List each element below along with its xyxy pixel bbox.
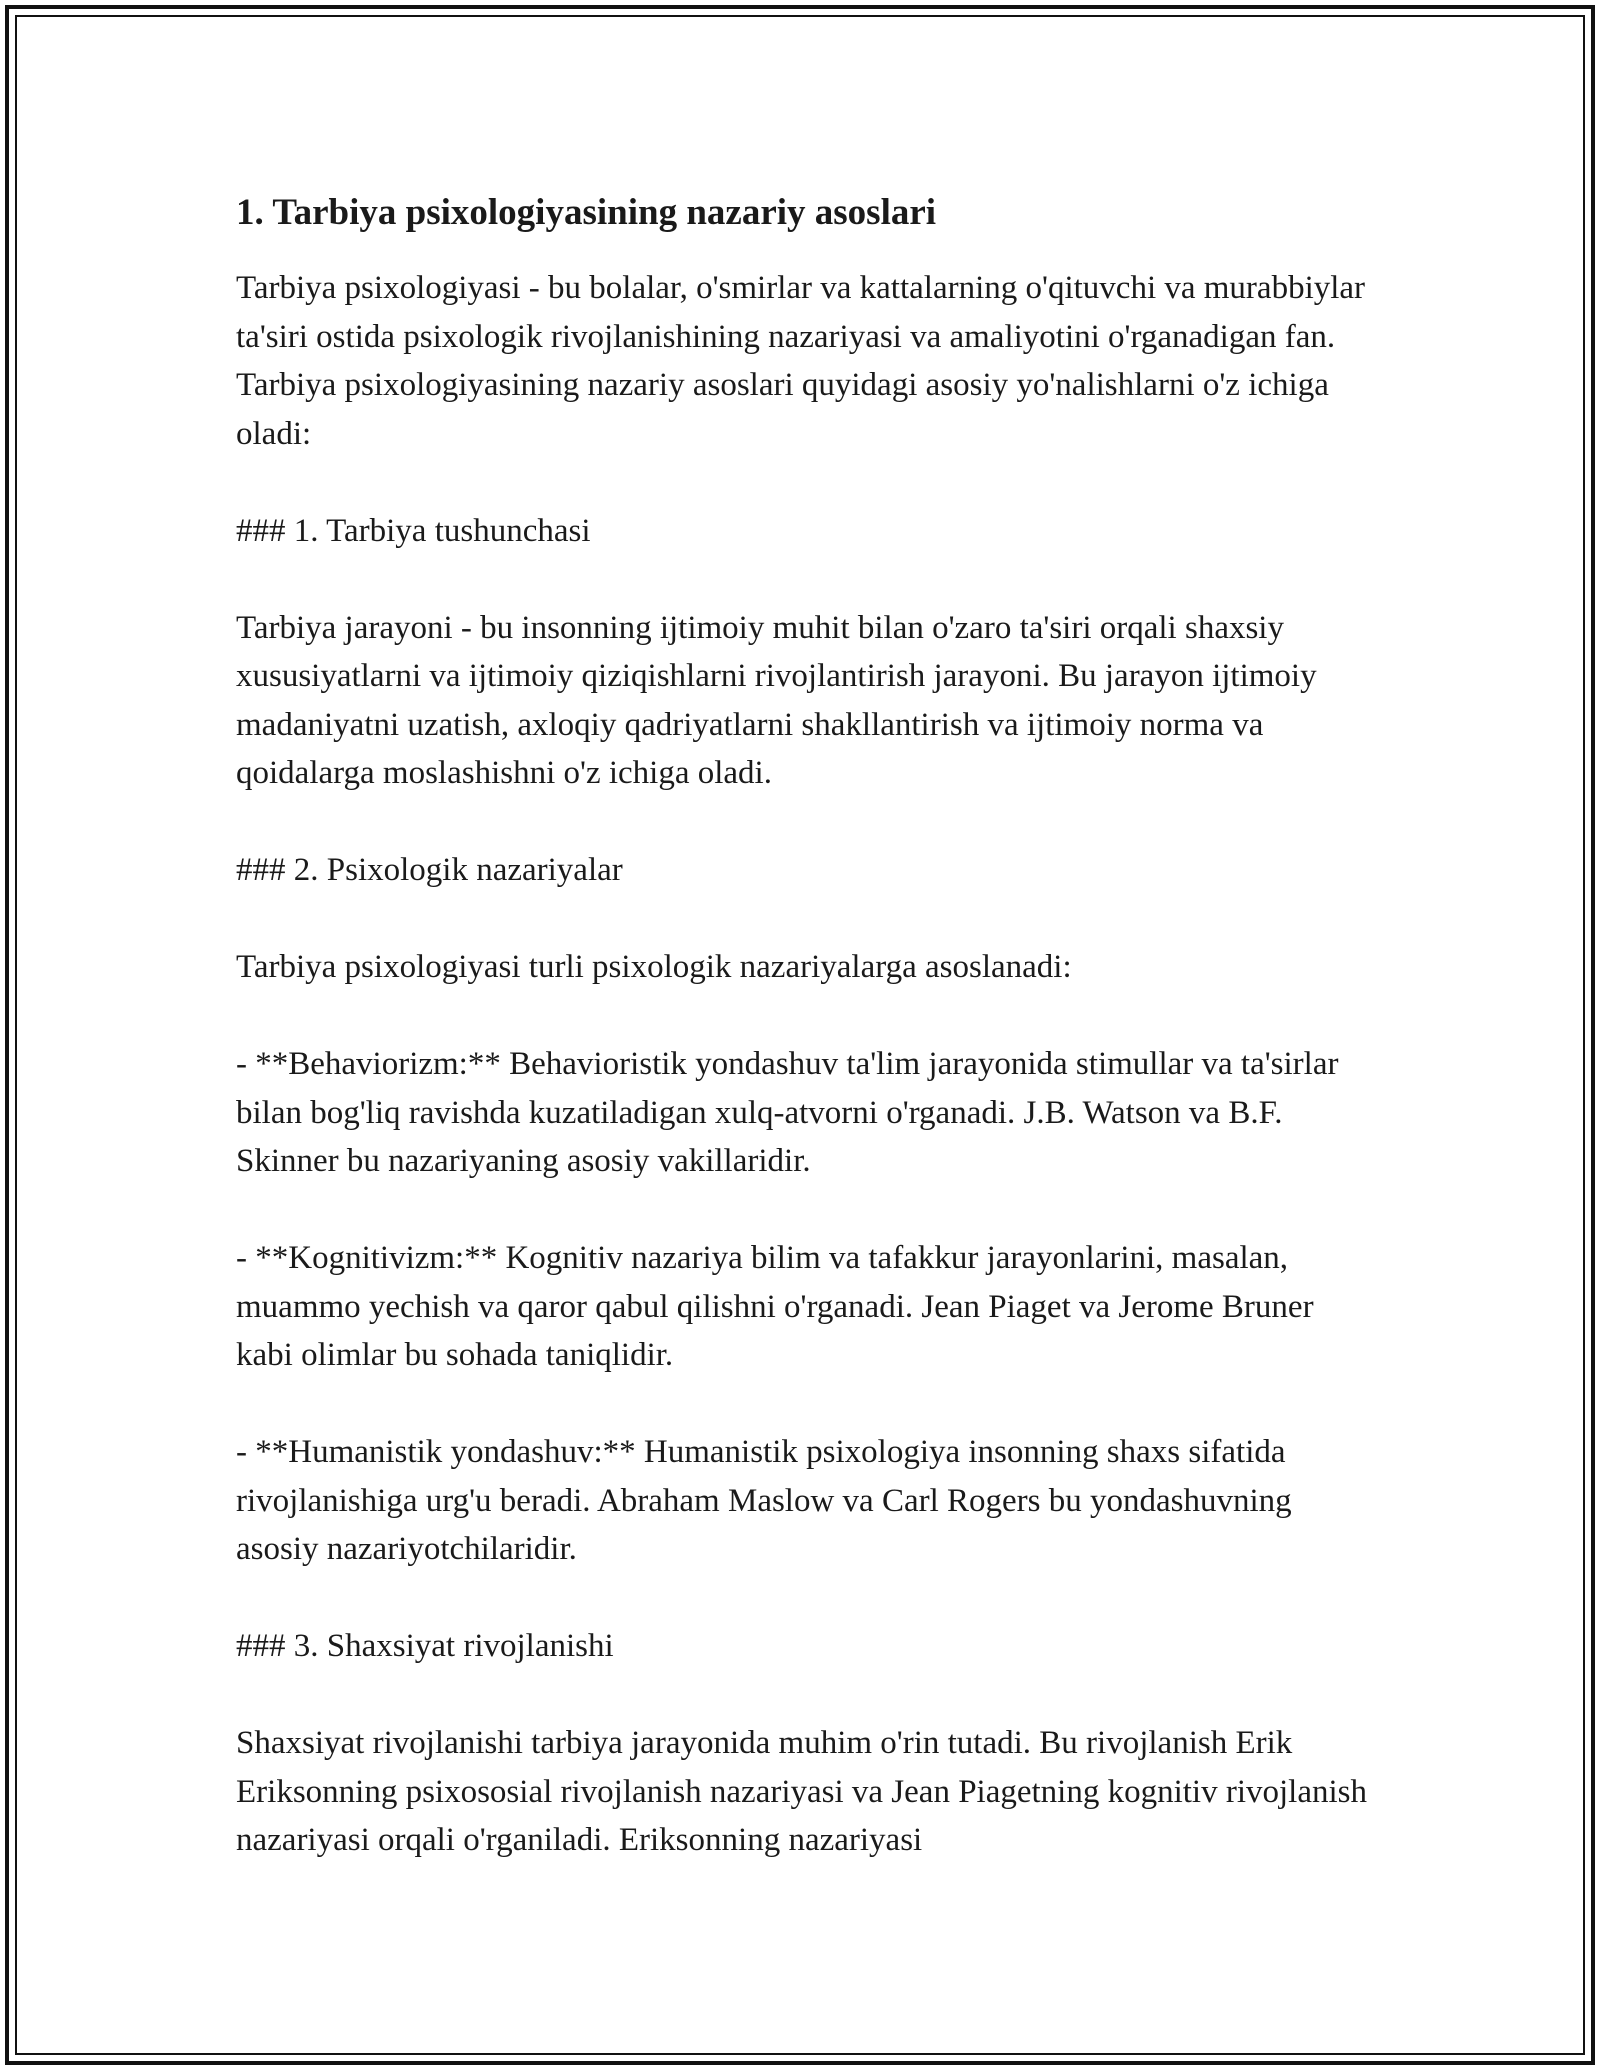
spacer [236,555,1376,604]
subheading-tarbiya-tushunchasi: ### 1. Tarbiya tushunchasi [236,512,591,549]
spacer [236,798,1376,847]
spacer [236,1380,1376,1429]
spacer [236,992,1376,1041]
spacer [236,895,1376,944]
list-item-kognitivizm: - **Kognitivizm:** Kognitiv nazariya bilim va tafakkur jarayonlarini, masalan, muammo yechish va qaror qabul qilishni o'rganadi. Jean Piaget va Jerome Bruner kabi olimlar bu sohada taniqlidir. [236,1240,1314,1373]
shaxsiyat-paragraph: Shaxsiyat rivojlanishi tarbiya jarayonida muhim o'rin tutadi. Bu rivojlanish Erik Eriksonning psixososial rivojlanish nazariyasi va Jean Piagetning kognitiv rivojlanish nazariyasi orqali o'rganiladi. Eriksonning nazariyasi [236,1725,1368,1858]
list-item-behaviorizm: - **Behaviorizm:** Behavioristik yondashuv ta'lim jarayonida stimullar va ta'sirlar bilan bog'liq ravishda kuzatiladigan xulq-atvorni o'rganadi. J.B. Watson va B.F. Skinner bu nazariyaning asosiy vakillaridir. [236,1046,1339,1179]
list-item-humanistik: - **Humanistik yondashuv:** Humanistik psixologiya insonning shaxs sifatida rivojlanishiga urg'u beradi. Abraham Maslow va Carl Rogers bu yondashuvning asosiy nazariyotchilaridir. [236,1434,1292,1567]
subheading-shaxsiyat-rivojlanishi: ### 3. Shaxsiyat rivojlanishi [236,1628,614,1664]
spacer [236,1186,1376,1235]
spacer [236,1671,1376,1720]
intro-paragraph: Tarbiya psixologiyasi - bu bolalar, o'smirlar va kattalarning o'qituvchi va murabbiylar ta'siri ostida psixologik rivojlanishining nazariyasi va amaliyotini o'rganadigan fan. Tarbiya psixologiyasining nazariy asoslari quyidagi asosiy yo'nalishlarni o'z ichiga oladi: [236,270,1366,452]
subheading-psixologik-nazariyalar: ### 2. Psixologik nazariyalar [236,852,623,888]
spacer [236,238,1376,264]
spacer [236,458,1376,507]
tarbiya-jarayoni-paragraph: Tarbiya jarayoni - bu insonning ijtimoiy muhit bilan o'zaro ta'siri orqali shaxsiy xususiyatlarni va ijtimoiy qiziqishlarni rivojlantirish jarayoni. Bu jarayon ijtimoiy madaniyatni uzatish, axloqiy qadriyatlarni shakllantirish va ijtimoiy norma va qoidalarga moslashishni o'z ichiga oladi. [236,609,1317,791]
section-heading: 1. Tarbiya psixologiyasining nazariy asoslari [236,192,937,233]
document-body [236,188,1376,1865]
spacer [236,1574,1376,1623]
nazariyalar-intro-paragraph: Tarbiya psixologiyasi turli psixologik nazariyalarga asoslanadi: [236,949,1072,985]
